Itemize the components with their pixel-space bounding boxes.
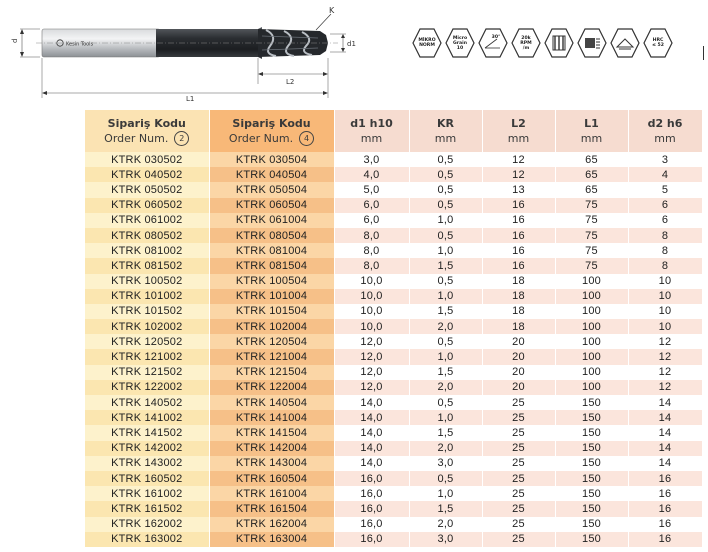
table-row: [85, 395, 702, 410]
l1-value-cell: 150: [555, 517, 628, 532]
d2-value-cell: 8: [628, 258, 702, 273]
header-order-2: Sipariş Kodu Order Num. 2: [85, 110, 209, 152]
l2-value-cell: 25: [482, 471, 555, 486]
d1-value-cell: 16,0: [334, 471, 409, 486]
l2-value-cell: 18: [482, 304, 555, 319]
l2-value-cell: 20: [482, 365, 555, 380]
l2-value-cell: 25: [482, 486, 555, 501]
order-code-4-cell: KTRK 080504: [209, 228, 334, 243]
l2-value-cell: 25: [482, 532, 555, 547]
l2-value-cell: 16: [482, 198, 555, 213]
order-code-4-cell: KTRK 101504: [209, 304, 334, 319]
order-code-4-cell: KTRK 102004: [209, 319, 334, 334]
l1-value-cell: 75: [555, 243, 628, 258]
l2-value-cell: 25: [482, 517, 555, 532]
d2-value-cell: 16: [628, 486, 702, 501]
order-code-2-cell: KTRK 141502: [85, 425, 209, 440]
order-code-4-cell: KTRK 081504: [209, 258, 334, 273]
order-code-2-cell: KTRK 161502: [85, 501, 209, 516]
spec-icons-row: [412, 28, 673, 58]
kr-value-cell: 1,0: [409, 243, 482, 258]
dim-l2-label: L2: [286, 78, 295, 86]
header-l2: L2 mm: [482, 110, 555, 152]
table-row: [85, 365, 702, 380]
order-code-4-cell: KTRK 121004: [209, 349, 334, 364]
l2-value-cell: 18: [482, 319, 555, 334]
order-code-4-cell: KTRK 162004: [209, 517, 334, 532]
kr-value-cell: 0,5: [409, 334, 482, 349]
order-code-4-cell: KTRK 142004: [209, 441, 334, 456]
header-d2: d2 h6 mm: [628, 110, 702, 152]
kr-value-cell: 1,0: [409, 213, 482, 228]
order-code-2-cell: KTRK 081502: [85, 258, 209, 273]
kr-value-cell: 1,5: [409, 365, 482, 380]
order-code-2-cell: KTRK 101502: [85, 304, 209, 319]
d1-value-cell: 12,0: [334, 380, 409, 395]
table-row: [85, 274, 702, 289]
table-row: [85, 349, 702, 364]
order-code-4-cell: KTRK 161004: [209, 486, 334, 501]
order-code-4-cell: KTRK 040504: [209, 167, 334, 182]
d1-value-cell: 16,0: [334, 517, 409, 532]
order-code-2-cell: KTRK 081002: [85, 243, 209, 258]
l1-value-cell: 65: [555, 182, 628, 197]
kr-value-cell: 1,5: [409, 425, 482, 440]
l2-value-cell: 18: [482, 274, 555, 289]
kr-value-cell: 3,0: [409, 456, 482, 471]
table-row: [85, 456, 702, 471]
d2-value-cell: 8: [628, 243, 702, 258]
order-code-4-cell: KTRK 101004: [209, 289, 334, 304]
order-code-4-cell: KTRK 121504: [209, 365, 334, 380]
d2-value-cell: 10: [628, 304, 702, 319]
header-order-4: Sipariş Kodu Order Num. 4: [209, 110, 334, 152]
kr-value-cell: 1,0: [409, 349, 482, 364]
product-table: [85, 110, 703, 547]
kr-value-cell: 1,5: [409, 304, 482, 319]
table-row: [85, 198, 702, 213]
order-code-2-cell: KTRK 121502: [85, 365, 209, 380]
d1-value-cell: 12,0: [334, 365, 409, 380]
order-code-4-cell: KTRK 060504: [209, 198, 334, 213]
dim-d-label: d: [11, 38, 19, 43]
order-code-2-cell: KTRK 120502: [85, 334, 209, 349]
kr-value-cell: 0,5: [409, 152, 482, 167]
d2-value-cell: 14: [628, 410, 702, 425]
d2-value-cell: 16: [628, 517, 702, 532]
dim-d1-label: d1: [347, 40, 356, 48]
l2-value-cell: 16: [482, 213, 555, 228]
coating-icon: [577, 28, 607, 58]
d2-value-cell: 5: [628, 182, 702, 197]
l1-value-cell: 150: [555, 395, 628, 410]
header-l1: L1 mm: [555, 110, 628, 152]
d1-value-cell: 12,0: [334, 334, 409, 349]
cutting-speed-icon: 20k RPM /m: [511, 28, 541, 58]
d1-value-cell: 14,0: [334, 456, 409, 471]
order-code-2-cell: KTRK 122002: [85, 380, 209, 395]
d1-value-cell: 8,0: [334, 243, 409, 258]
table-row: [85, 152, 702, 167]
kr-value-cell: 0,5: [409, 198, 482, 213]
kr-value-cell: 0,5: [409, 395, 482, 410]
order-code-2-cell: KTRK 160502: [85, 471, 209, 486]
order-code-2-cell: KTRK 050502: [85, 182, 209, 197]
kr-value-cell: 1,5: [409, 501, 482, 516]
d2-value-cell: 10: [628, 274, 702, 289]
l1-value-cell: 150: [555, 425, 628, 440]
dim-k-label: K: [329, 6, 335, 15]
d2-value-cell: 16: [628, 471, 702, 486]
order-code-4-cell: KTRK 061004: [209, 213, 334, 228]
helix-angle-icon: 30°: [478, 28, 508, 58]
table-row: [85, 213, 702, 228]
d1-value-cell: 6,0: [334, 213, 409, 228]
d2-value-cell: 12: [628, 349, 702, 364]
table-row: [85, 258, 702, 273]
d1-value-cell: 8,0: [334, 258, 409, 273]
l2-value-cell: 25: [482, 425, 555, 440]
l2-value-cell: 20: [482, 334, 555, 349]
kr-value-cell: 2,0: [409, 441, 482, 456]
d1-value-cell: 3,0: [334, 152, 409, 167]
table-row: [85, 243, 702, 258]
l1-value-cell: 100: [555, 365, 628, 380]
flute-count-4-badge: 4: [299, 131, 314, 146]
table-header-row: [85, 110, 702, 152]
table-row: [85, 334, 702, 349]
table-row: [85, 517, 702, 532]
d1-value-cell: 16,0: [334, 501, 409, 516]
d1-value-cell: 14,0: [334, 425, 409, 440]
l1-value-cell: 150: [555, 532, 628, 547]
table-row: [85, 167, 702, 182]
l2-value-cell: 25: [482, 395, 555, 410]
order-code-4-cell: KTRK 141004: [209, 410, 334, 425]
d2-value-cell: 12: [628, 334, 702, 349]
kr-value-cell: 0,5: [409, 274, 482, 289]
order-code-2-cell: KTRK 060502: [85, 198, 209, 213]
order-code-2-cell: KTRK 161002: [85, 486, 209, 501]
l1-value-cell: 150: [555, 501, 628, 516]
d2-value-cell: 14: [628, 441, 702, 456]
d2-value-cell: 14: [628, 456, 702, 471]
kr-value-cell: 1,0: [409, 410, 482, 425]
l2-value-cell: 16: [482, 228, 555, 243]
order-code-2-cell: KTRK 162002: [85, 517, 209, 532]
d1-value-cell: 10,0: [334, 274, 409, 289]
kr-value-cell: 0,5: [409, 167, 482, 182]
table-row: [85, 501, 702, 516]
order-code-4-cell: KTRK 160504: [209, 471, 334, 486]
l2-value-cell: 16: [482, 243, 555, 258]
table-row: [85, 532, 702, 547]
d2-value-cell: 3: [628, 152, 702, 167]
order-code-2-cell: KTRK 080502: [85, 228, 209, 243]
d2-value-cell: 14: [628, 425, 702, 440]
d2-value-cell: 4: [628, 167, 702, 182]
table-row: [85, 228, 702, 243]
micro-grain-icon: Micro Grain 10: [445, 28, 475, 58]
order-code-2-cell: KTRK 141002: [85, 410, 209, 425]
kr-value-cell: 1,0: [409, 486, 482, 501]
order-code-4-cell: KTRK 050504: [209, 182, 334, 197]
kr-value-cell: 3,0: [409, 532, 482, 547]
l1-value-cell: 75: [555, 228, 628, 243]
order-code-4-cell: KTRK 161504: [209, 501, 334, 516]
order-code-4-cell: KTRK 120504: [209, 334, 334, 349]
order-code-2-cell: KTRK 101002: [85, 289, 209, 304]
l1-value-cell: 150: [555, 410, 628, 425]
l1-value-cell: 150: [555, 486, 628, 501]
brand-logo-text: Kesin Tools: [66, 41, 94, 48]
table-row: [85, 471, 702, 486]
kr-value-cell: 2,0: [409, 319, 482, 334]
order-code-2-cell: KTRK 140502: [85, 395, 209, 410]
d2-value-cell: 12: [628, 365, 702, 380]
dim-l1-label: L1: [186, 95, 195, 103]
header-d1: d1 h10 mm: [334, 110, 409, 152]
table-row: [85, 289, 702, 304]
d1-value-cell: 16,0: [334, 532, 409, 547]
l1-value-cell: 100: [555, 349, 628, 364]
l1-value-cell: 100: [555, 319, 628, 334]
l1-value-cell: 65: [555, 152, 628, 167]
l2-value-cell: 25: [482, 456, 555, 471]
order-code-4-cell: KTRK 081004: [209, 243, 334, 258]
order-code-2-cell: KTRK 040502: [85, 167, 209, 182]
tolerance-icon: [610, 28, 640, 58]
mikro-norm-icon: MİKRO NORM: [412, 28, 442, 58]
d2-value-cell: 16: [628, 501, 702, 516]
d1-value-cell: 6,0: [334, 198, 409, 213]
kr-value-cell: 0,5: [409, 471, 482, 486]
d2-value-cell: 6: [628, 198, 702, 213]
l2-value-cell: 20: [482, 380, 555, 395]
kr-value-cell: 2,0: [409, 517, 482, 532]
l1-value-cell: 150: [555, 441, 628, 456]
order-code-4-cell: KTRK 140504: [209, 395, 334, 410]
d2-value-cell: 6: [628, 213, 702, 228]
order-code-2-cell: KTRK 143002: [85, 456, 209, 471]
hardness-icon: HRC ≤ 52: [643, 28, 673, 58]
d2-value-cell: 16: [628, 532, 702, 547]
d2-value-cell: 14: [628, 395, 702, 410]
kr-value-cell: 2,0: [409, 380, 482, 395]
l1-value-cell: 65: [555, 167, 628, 182]
order-code-4-cell: KTRK 100504: [209, 274, 334, 289]
table-row: [85, 319, 702, 334]
product-table-wrap: [85, 110, 702, 547]
d1-value-cell: 10,0: [334, 319, 409, 334]
l1-value-cell: 100: [555, 304, 628, 319]
table-row: [85, 486, 702, 501]
order-code-4-cell: KTRK 143004: [209, 456, 334, 471]
l2-value-cell: 16: [482, 258, 555, 273]
l2-value-cell: 25: [482, 501, 555, 516]
l1-value-cell: 75: [555, 213, 628, 228]
flute-count-2-badge: 2: [174, 131, 189, 146]
d1-value-cell: 8,0: [334, 228, 409, 243]
l2-value-cell: 20: [482, 349, 555, 364]
order-code-2-cell: KTRK 030502: [85, 152, 209, 167]
l2-value-cell: 12: [482, 152, 555, 167]
l2-value-cell: 13: [482, 182, 555, 197]
order-code-4-cell: KTRK 163004: [209, 532, 334, 547]
header-kr: KR mm: [409, 110, 482, 152]
kr-value-cell: 1,5: [409, 258, 482, 273]
order-code-2-cell: KTRK 100502: [85, 274, 209, 289]
kr-value-cell: 0,5: [409, 228, 482, 243]
l2-value-cell: 25: [482, 410, 555, 425]
order-code-2-cell: KTRK 121002: [85, 349, 209, 364]
kr-value-cell: 0,5: [409, 182, 482, 197]
d1-value-cell: 14,0: [334, 395, 409, 410]
l2-value-cell: 18: [482, 289, 555, 304]
order-code-4-cell: KTRK 141504: [209, 425, 334, 440]
d2-value-cell: 8: [628, 228, 702, 243]
table-row: [85, 380, 702, 395]
order-code-2-cell: KTRK 061002: [85, 213, 209, 228]
d1-value-cell: 5,0: [334, 182, 409, 197]
order-code-2-cell: KTRK 102002: [85, 319, 209, 334]
l1-value-cell: 150: [555, 471, 628, 486]
table-row: [85, 410, 702, 425]
divider-line: [703, 46, 704, 60]
d1-value-cell: 4,0: [334, 167, 409, 182]
order-code-4-cell: KTRK 122004: [209, 380, 334, 395]
order-code-2-cell: KTRK 142002: [85, 441, 209, 456]
l1-value-cell: 75: [555, 258, 628, 273]
table-row: [85, 304, 702, 319]
l2-value-cell: 25: [482, 441, 555, 456]
l1-value-cell: 100: [555, 380, 628, 395]
l2-value-cell: 12: [482, 167, 555, 182]
d2-value-cell: 10: [628, 319, 702, 334]
d1-value-cell: 16,0: [334, 486, 409, 501]
order-code-4-cell: KTRK 030504: [209, 152, 334, 167]
order-code-2-cell: KTRK 163002: [85, 532, 209, 547]
d1-value-cell: 10,0: [334, 289, 409, 304]
l1-value-cell: 100: [555, 289, 628, 304]
d1-value-cell: 14,0: [334, 441, 409, 456]
table-row: [85, 182, 702, 197]
d1-value-cell: 12,0: [334, 349, 409, 364]
table-row: [85, 425, 702, 440]
d2-value-cell: 10: [628, 289, 702, 304]
kr-value-cell: 1,0: [409, 289, 482, 304]
end-mill-drawing: [0, 0, 400, 108]
l1-value-cell: 75: [555, 198, 628, 213]
d1-value-cell: 10,0: [334, 304, 409, 319]
table-body: [85, 152, 702, 547]
d1-value-cell: 14,0: [334, 410, 409, 425]
l1-value-cell: 150: [555, 456, 628, 471]
table-row: [85, 441, 702, 456]
l1-value-cell: 100: [555, 274, 628, 289]
flutes-icon: [544, 28, 574, 58]
l1-value-cell: 100: [555, 334, 628, 349]
d2-value-cell: 12: [628, 380, 702, 395]
